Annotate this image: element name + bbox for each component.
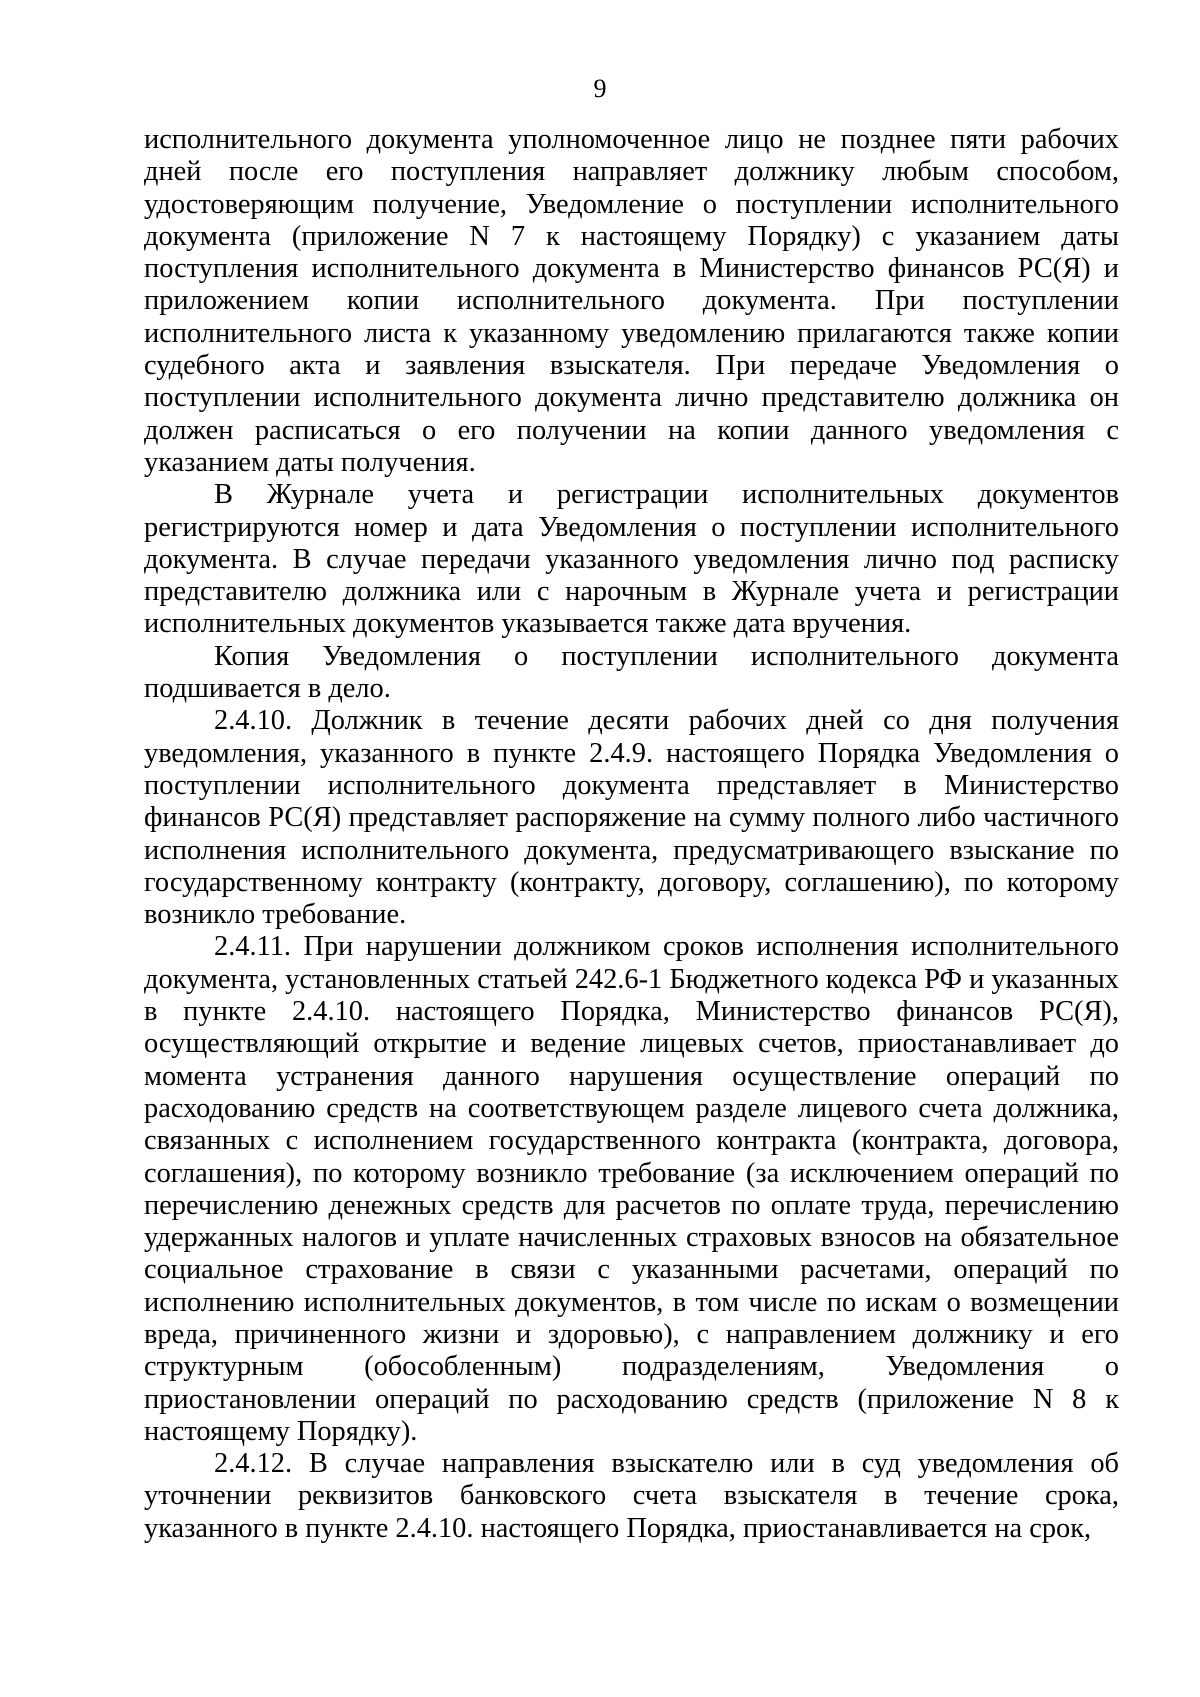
paragraph-2-4-10: 2.4.10. Должник в течение десяти рабочих дней со дня получения уведомления, указанного в пункте 2.4.9. настоящего Порядка Уведомления о поступлении исполнительного документа представляет в Министерство финансов РС(Я) представляет распоряжение на сумму полного либо частичного исполнения исполнительного документа, предусматривающего взыскание по государственному контракту (контракту, договору, соглашению), по которому возникло требование.: [144, 705, 1119, 931]
document-body: [144, 124, 1119, 1545]
page-number: 9: [593, 74, 607, 103]
paragraph-2-4-11: 2.4.11. При нарушении должником сроков исполнения исполнительного документа, установленных статьей 242.6-1 Бюджетного кодекса РФ и указанных в пункте 2.4.10. настоящего Порядка, Министерство финансов РС(Я), осуществляющий открытие и ведение лицевых счетов, приостанавливает до момента устранения данного нарушения осуществление операций по расходованию средств на соответствующем разделе лицевого счета должника, связанных с исполнением государственного контракта (контракта, договора, соглашения), по которому возникло требование (за исключением операций по перечислению денежных средств для расчетов по оплате труда, перечислению удержанных налогов и уплате начисленных страховых взносов на обязательное социальное страхование в связи с указанными расчетами, операций по исполнению исполнительных документов, в том числе по искам о возмещении вреда, причиненного жизни и здоровью), с направлением должнику и его структурным (обособленным) подразделениям, Уведомления о приостановлении операций по расходованию средств (приложение N 8 к настоящему Порядку).: [144, 931, 1119, 1447]
paragraph-journal-registration: В Журнале учета и регистрации исполнительных документов регистрируются номер и дата Уведомления о поступлении исполнительного документа. В случае передачи указанного уведомления лично под расписку представителю должника или с нарочным в Журнале учета и регистрации исполнительных документов указывается также дата вручения.: [144, 479, 1119, 640]
paragraph-2-4-12: 2.4.12. В случае направления взыскателю или в суд уведомления об уточнении реквизитов банковского счета взыскателя в течение срока, указанного в пункте 2.4.10. настоящего Порядка, приостанавливается на срок,: [144, 1448, 1119, 1544]
paragraph-notification-procedure: исполнительного документа уполномоченное лицо не позднее пяти рабочих дней после его поступления направляет должнику любым способом, удостоверяющим получение, Уведомление о поступлении исполнительного документа (приложение N 7 к настоящему Порядку) с указанием даты поступления исполнительного документа в Министерство финансов РС(Я) и приложением копии исполнительного документа. При поступлении исполнительного листа к указанному уведомлению прилагаются также копии судебного акта и заявления взыскателя. При передаче Уведомления о поступлении исполнительного документа лично представителю должника он должен расписаться о его получении на копии данного уведомления с указанием даты получения.: [144, 124, 1119, 478]
paragraph-copy-filing: Копия Уведомления о поступлении исполнительного документа подшивается в дело.: [144, 640, 1119, 705]
